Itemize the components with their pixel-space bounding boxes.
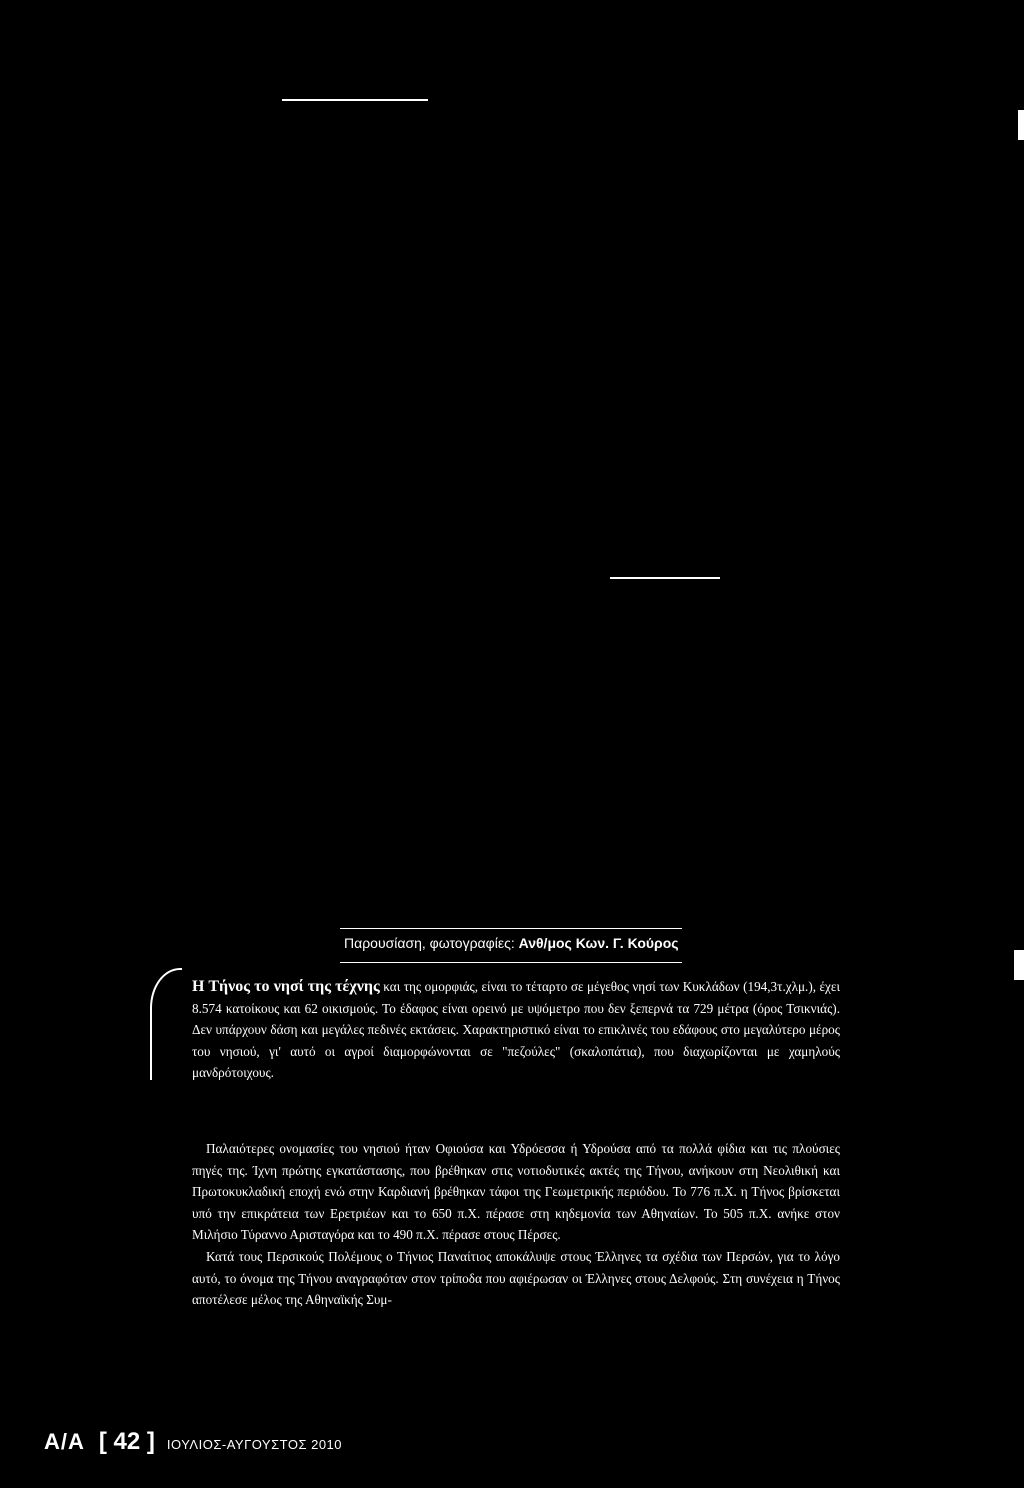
intro-body: και της ομορφιάς, είναι το τέταρτο σε μέγεθος νησί των Κυκλάδων (194,3τ.χλμ.), έχει 8.574 κατοίκους και 62 οικισμούς. Το έδαφος είναι ορεινό με υψόμετρο που δεν ξεπερνά τα 729 μέτρα (όρος Τσικνιάς). Δεν υπάρχουν δάση και μεγάλες πεδινές εκτάσεις. Χαρακτηριστικό είναι το επικλινές του εδάφους στο μεγαλύτερο μέρος του νησιού, γι' αυτό οι αγροί διαμορφώνονται σε "πεζούλες" (σκαλοπάτια), που διαχωρίζονται με χαμηλούς μανδρότοιχους. bbox=[192, 979, 840, 1081]
credit-bottom-rule bbox=[340, 962, 682, 963]
intro-title: Η Τήνος το νησί της τέχνης bbox=[192, 978, 380, 995]
credit-name: Ανθ/μος Κων. Γ. Κούρος bbox=[518, 935, 679, 951]
top-rule bbox=[282, 99, 428, 101]
page-number: [ 42 ] bbox=[98, 1428, 155, 1455]
intro-text bbox=[192, 976, 840, 1084]
history-paragraph-1: Παλαιότερες ονομασίες του νησιού ήταν Οφιούσα και Υδρόεσσα ή Υδρούσα από τα πολλά φίδια και τις πλούσιες πηγές της. Ίχνη πρώτης εγκατάστασης, που βρέθηκαν στις νοτιοδυτικές ακτές της Τήνου, ανήκουν στη Νεολιθική και Πρωτοκυκλαδική εποχή ενώ στην Καρδιανή βρέθηκαν τάφοι της Γεωμετρικής περιόδου. Το 776 π.Χ. η Τήνος βρίσκεται υπό την επικράτεια των Ερετριέων και το 650 π.Χ. πέρασε στη κηδεμονία των Αθηναίων. Το 505 π.Χ. ανήκε στον Μιλήσιο Τύραννο Αρισταγόρα και το 490 π.Χ. πέρασε στους Πέρσες. bbox=[192, 1141, 840, 1243]
mid-rule bbox=[610, 577, 720, 579]
intro-paragraph bbox=[192, 976, 840, 1084]
right-edge-mark bbox=[1014, 950, 1024, 980]
photo-credit bbox=[344, 935, 684, 951]
history-paragraph-2: Κατά τους Περσικούς Πολέμους ο Τήνιος Παναίτιος αποκάλυψε στους Έλληνες τα σχέδια των Περσών, για το λόγο αυτό, το όνομα της Τήνου αναγραφόταν στον τρίποδα που αφιέρωσαν οι Έλληνες στους Δελφούς. Στη συνέχεια η Τήνος αποτέλεσε μέλος της Αθηναϊκής Συμ- bbox=[192, 1248, 840, 1308]
right-edge-bar bbox=[1018, 110, 1024, 140]
decorative-bracket bbox=[150, 968, 182, 1080]
magazine-name: Α/Α bbox=[44, 1429, 85, 1454]
credit-top-rule bbox=[340, 928, 682, 929]
issue-date: ΙΟΥΛΙΟΣ-ΑΥΓΟΥΣΤΟΣ 2010 bbox=[166, 1437, 343, 1452]
history-section bbox=[192, 1138, 840, 1311]
credit-prefix: Παρουσίαση, φωτογραφίες: bbox=[344, 935, 515, 951]
page-footer bbox=[44, 1428, 342, 1456]
